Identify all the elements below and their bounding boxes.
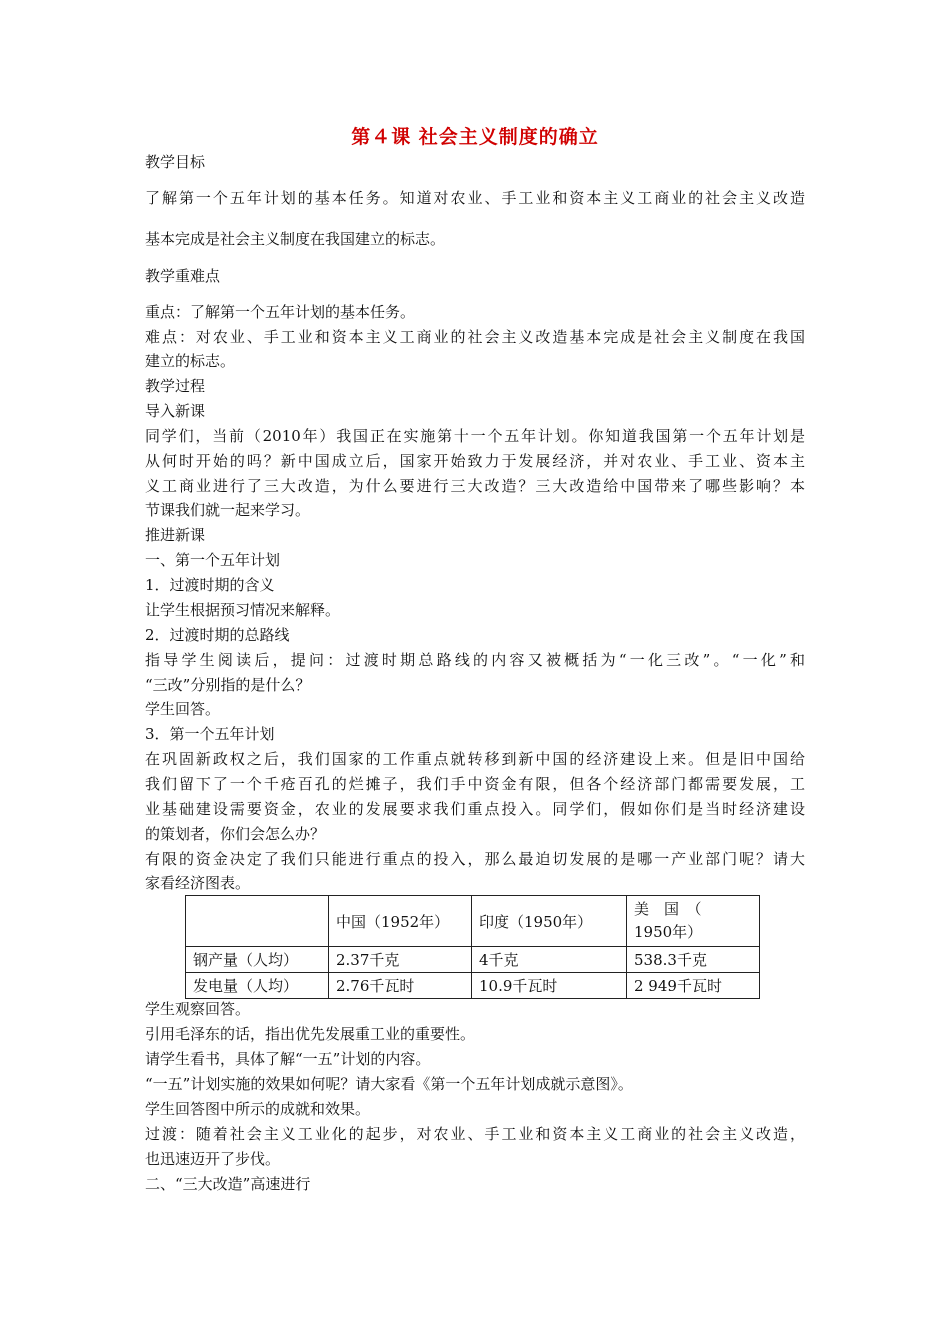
paragraph-line: 让学生根据预习情况来解释。 <box>145 601 341 619</box>
section-heading: 二、“三大改造”高速进行 <box>145 1175 311 1193</box>
paragraph-line: 学生回答。 <box>145 700 221 718</box>
table-cell: 538.3千克 <box>627 947 760 973</box>
table-cell: 钢产量（人均） <box>186 947 329 973</box>
paragraph-line: 义工商业进行了三大改造，为什么要进行三大改造？三大改造给中国带来了哪些影响？本 <box>145 477 805 495</box>
paragraph-line: 家看经济图表。 <box>145 874 251 892</box>
heading-intro: 导入新课 <box>145 402 206 420</box>
paragraph-line: 我们留下了一个千疮百孔的烂摊子，我们手中资金有限，但各个经济部门都需要发展，工 <box>145 775 805 793</box>
paragraph-line: 同学们，当前（2010年）我国正在实施第十一个五年计划。你知道我国第一个五年计划是 <box>145 427 805 445</box>
section-heading: 一、第一个五年计划 <box>145 551 281 569</box>
table-header-cell: 印度（1950年） <box>472 896 627 947</box>
paragraph-line: 请学生看书，具体了解“一五”计划的内容。 <box>145 1050 431 1068</box>
paragraph-line: 建立的标志。 <box>145 352 236 370</box>
page-title: 第４课 社会主义制度的确立 <box>351 126 599 148</box>
table-cell: 2 949千瓦时 <box>627 973 760 999</box>
paragraph-line: 引用毛泽东的话，指出优先发展重工业的重要性。 <box>145 1025 476 1043</box>
paragraph-line: 难点：对农业、手工业和资本主义工商业的社会主义改造基本完成是社会主义制度在我国 <box>145 328 805 346</box>
heading-process: 教学过程 <box>145 377 206 395</box>
table-header-cell: 美 国 （ 1950年） <box>627 896 760 947</box>
heading-new-lesson: 推进新课 <box>145 526 206 544</box>
subsection-heading: 1．过渡时期的含义 <box>145 576 275 594</box>
paragraph-line: 业基础建设需要资金，农业的发展要求我们重点投入。同学们，假如你们是当时经济建设 <box>145 800 805 818</box>
heading-objectives: 教学目标 <box>145 153 206 171</box>
table-header-cell <box>186 896 329 947</box>
table-cell: 4千克 <box>472 947 627 973</box>
table-row <box>186 973 760 999</box>
paragraph-line: 过渡：随着社会主义工业化的起步，对农业、手工业和资本主义工商业的社会主义改造， <box>145 1125 805 1143</box>
subsection-heading: 2．过渡时期的总路线 <box>145 626 290 644</box>
economic-comparison-table <box>185 895 760 999</box>
paragraph-line: 的策划者，你们会怎么办？ <box>145 825 326 843</box>
paragraph-line: 从何时开始的吗？新中国成立后，国家开始致力于发展经济，并对农业、手工业、资本主 <box>145 452 805 470</box>
heading-key-points: 教学重难点 <box>145 267 221 285</box>
table-cell: 发电量（人均） <box>186 973 329 999</box>
paragraph-line: 有限的资金决定了我们只能进行重点的投入，那么最迫切发展的是哪一产业部门呢？请大 <box>145 850 805 868</box>
subsection-heading: 3．第一个五年计划 <box>145 725 275 743</box>
paragraph-line: 指导学生阅读后，提问：过渡时期总路线的内容又被概括为“一化三改”。“一化”和 <box>145 651 805 669</box>
paragraph-line: 也迅速迈开了步伐。 <box>145 1150 281 1168</box>
table-cell: 2.76千瓦时 <box>329 973 472 999</box>
paragraph-line: 了解第一个五年计划的基本任务。知道对农业、手工业和资本主义工商业的社会主义改造 <box>145 189 805 207</box>
paragraph-line: “三改”分别指的是什么？ <box>145 676 311 694</box>
paragraph-line: 基本完成是社会主义制度在我国建立的标志。 <box>145 230 446 248</box>
table-header-cell: 中国（1952年） <box>329 896 472 947</box>
table-cell: 10.9千瓦时 <box>472 973 627 999</box>
paragraph-line: 节课我们就一起来学习。 <box>145 501 311 519</box>
table-cell: 2.37千克 <box>329 947 472 973</box>
table-header-row <box>186 896 760 947</box>
paragraph-line: 学生观察回答。 <box>145 1000 251 1018</box>
paragraph-line: 在巩固新政权之后，我们国家的工作重点就转移到新中国的经济建设上来。但是旧中国给 <box>145 750 805 768</box>
paragraph-line: 重点：了解第一个五年计划的基本任务。 <box>145 303 416 321</box>
paragraph-line: 学生回答图中所示的成就和效果。 <box>145 1100 371 1118</box>
paragraph-line: “一五”计划实施的效果如何呢？请大家看《第一个五年计划成就示意图》。 <box>145 1075 633 1093</box>
table-row <box>186 947 760 973</box>
